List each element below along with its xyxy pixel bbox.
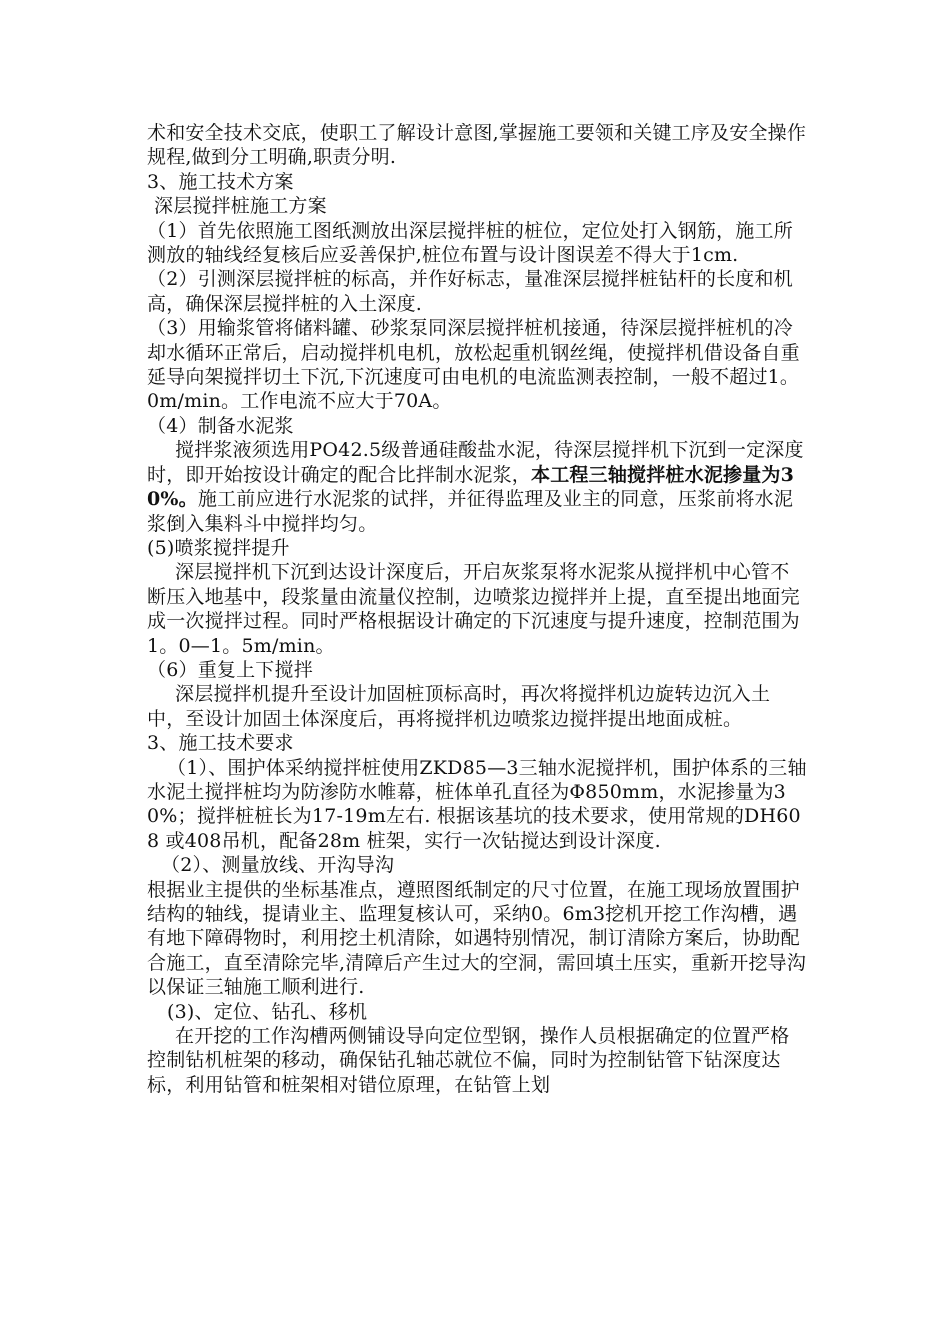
paragraph-step-3: （3）用输浆管将储料罐、砂浆泵同深层搅拌桩机接通，待深层搅拌桩机的冷却水循环正常后，启动搅拌机电机，放松起重机钢丝绳，使搅拌机借设备自重延导向架搅拌切土下沉,下沉速度可由电机的电流监测表控制，一般不超过1。0m/min。工作电流不应大于70A。 bbox=[147, 317, 800, 413]
paragraph-tech-briefing: 术和安全技术交底，使职工了解设计意图,掌握施工要领和关键工序及安全操作规程,做到分工明确,职责分明. bbox=[147, 122, 807, 169]
heading-requirement-3: (3)、定位、钻孔、移机 bbox=[167, 1000, 368, 1023]
heading-mixing-pile-scheme: 深层搅拌桩施工方案 bbox=[154, 195, 327, 218]
heading-tech-requirements: 3、施工技术要求 bbox=[147, 732, 294, 755]
cement-ratio-bold: 本工程三轴搅拌桩水泥掺量为30%。 bbox=[147, 463, 795, 511]
heading-requirement-2: （2）、测量放线、开沟导沟 bbox=[161, 854, 395, 877]
paragraph-cement-slurry bbox=[147, 438, 807, 536]
heading-step-6: （6）重复上下搅拌 bbox=[147, 658, 313, 681]
paragraph-survey-trench: 根据业主提供的坐标基准点，遵照图纸制定的尺寸位置，在施工现场放置围护结构的轴线，提请业主、监理复核认可，采纳0。6m3挖机开挖工作沟槽，遇有地下障碍物时，利用挖土机清除，如遇特别情况，制订清除方案后，协助配合施工，直至清除完毕,清障后产生过大的空洞，需回填土压实，重新开挖导沟以保证三轴施工顺利进行. bbox=[147, 878, 807, 999]
cement-slurry-text-a: 搅拌浆液须选用PO42.5级普通硅酸盐水泥，待深层搅拌机下沉到一定深度时，即开始按设计确定的配合比拌制水泥浆， bbox=[147, 439, 804, 486]
paragraph-spray-mixing: 深层搅拌机下沉到达设计深度后，开启灰浆泵将水泥浆从搅拌机中心管不断压入地基中，段浆量由流量仪控制，边喷浆边搅拌并上提，直至提出地面完成一次搅拌过程。同时严格根据设计确定的下沉速度与提升速度，控制范围为1。0—1。5m/min。 bbox=[147, 561, 800, 657]
cement-slurry-text-c: 施工前应进行水泥浆的试拌，并征得监理及业主的同意，压浆前将水泥浆倒入集料斗中搅拌均匀。 bbox=[147, 488, 794, 535]
document-body bbox=[147, 121, 807, 1097]
heading-construction-scheme: 3、施工技术方案 bbox=[147, 170, 294, 193]
paragraph-positioning-drilling: 在开挖的工作沟槽两侧铺设导向定位型钢，操作人员根据确定的位置严格控制钻机桩架的移动，确保钻孔轴芯就位不偏，同时为控制钻管下钻深度达标，利用钻管和桩架相对错位原理，在钻管上划 bbox=[147, 1025, 790, 1096]
paragraph-step-1: （1）首先依照施工图纸测放出深层搅拌桩的桩位，定位处打入钢筋，施工所测放的轴线经复核后应妥善保护,桩位布置与设计图误差不得大于1cm. bbox=[147, 219, 793, 267]
heading-step-4: （4）制备水泥浆 bbox=[147, 414, 294, 437]
heading-step-5: (5)喷浆搅拌提升 bbox=[147, 536, 290, 559]
paragraph-requirement-1: （1）、围护体采纳搅拌桩使用ZKD85—3三轴水泥搅拌机，围护体系的三轴水泥土搅拌桩均为防渗防水帷幕，桩体单孔直径为Φ850mm，水泥掺量为30%；搅拌桩桩长为17-19m左右. 根据该基坑的技术要求，使用常规的DH608 或408吊机，配备28m 桩架，实行一次钻搅达到设计深度. bbox=[147, 756, 807, 852]
paragraph-step-2: （2）引测深层搅拌桩的标高，并作好标志，量准深层搅拌桩钻杆的长度和机高，确保深层搅拌桩的入土深度. bbox=[147, 268, 793, 315]
paragraph-repeat-mixing: 深层搅拌机提升至设计加固桩顶标高时，再次将搅拌机边旋转边沉入土中，至设计加固土体深度后，再将搅拌机边喷浆边搅拌提出地面成桩。 bbox=[147, 683, 771, 730]
